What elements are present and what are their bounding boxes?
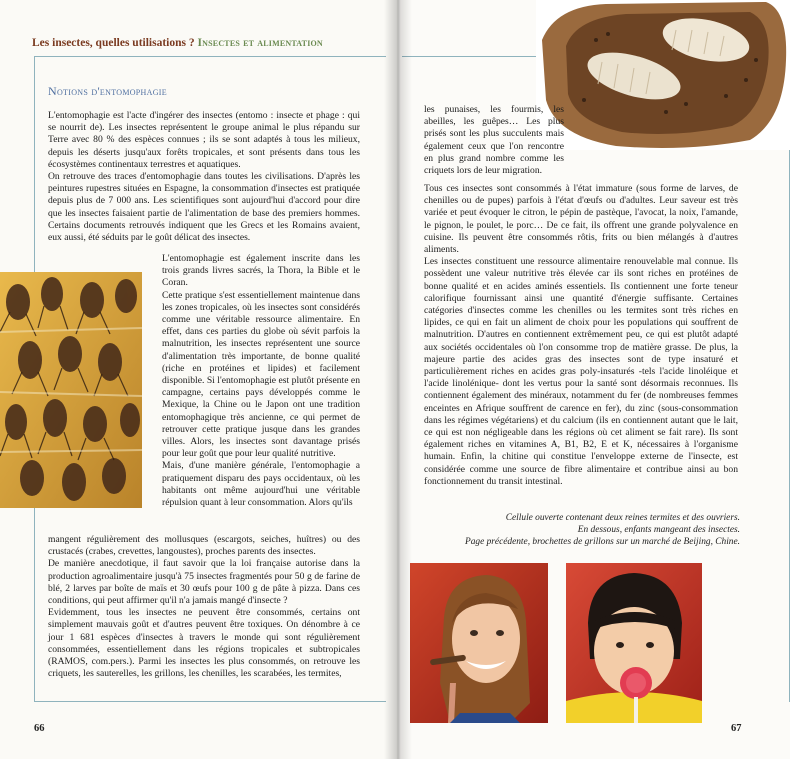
left-text-middle <box>162 253 360 509</box>
paragraph: On retrouve des traces d'entomophagie dans toutes les civilisations. D'après les peintures rupestres situées en Espagne, la consommation d'insectes est pratiquée depuis plus de 7 000 ans. Les scientifiques sont aujourd'hui d'accord pour dire que les insectes faisaient partie de l'alimentation de base des premiers hommes. Certains documents retrouvés indiquent que les Grecs et les Romains avaient, eux aussi, été séduits par le goût délicat des insectes. <box>48 171 360 244</box>
paragraph: Les insectes constituent une ressource alimentaire renouvelable mal connue. Ils possèdent une valeur nutritive très élevée car ils sont riches en protéines de bonne qualité et en acides aminés essentiels. Ils contiennent une forte teneur calorifique fournissant ainsi une quantité d'énergie suffisante. Certaines catégories d'insectes comme les chenilles ou les termites sont très riches en lipides, ce qui en fait un aliment de choix pour les populations qui souffrent de malnutrition. D'autres en contiennent extrêmement peu, ce qui est plutôt adapté aux sociétés occidentales où l'on consomme trop de matière grasse. De plus, la majeure partie des acides gras des insectes sont de type insaturé et particulièrement riches en acides gras poly-insaturés -tels l'acide linoléique et l'acide linolénique- dont les vertus pour la santé sont désormais reconnues. Ils contiennent également des minéraux, notamment du fer (de nombreuses femmes enceintes en Afrique souffrent de carence en fer), du zinc (sous-consommation dans les régimes végétariens) et du calcium (ils en contiennent autant que le lait, ce qui est non négligeable dans les régions où cet aliment se fait rare). Ils sont également riches en vitamines A, B1, B2, E et K, nécessaires à l'organisme humain. Enfin, la chitine qui constitue l'enveloppe externe de l'insecte, est considérée comme une source de fibre alimentaire et contribue ainsi au bon fonctionnement du transit intestinal. <box>424 256 738 487</box>
termite-queens-photo <box>536 0 790 150</box>
running-head-section: Insectes et alimentation <box>197 37 323 49</box>
right-text-top: les punaises, les fourmis, les abeilles, les guêpes… Les plus prisés sont les plus succulents mais également ceux que l'on rencontre en plus grand nombre comme les criquets lors de leur migration. <box>424 104 564 177</box>
running-head <box>32 37 323 49</box>
right-text-main <box>424 183 738 488</box>
caption-line: Cellule ouverte contenant deux reines termites et des ouvriers. <box>505 513 740 523</box>
girl-photo-graphic <box>410 563 548 723</box>
section-title: Notions d'entomophagie <box>48 84 167 98</box>
page-number-left: 66 <box>34 723 45 734</box>
paragraph: L'entomophagie est l'acte d'ingérer des insectes (entomo : insecte et phage : qui se nourrit de). Les insectes représentent le groupe animal le plus répandu sur Terre avec 80 % des espèces connues ; ils se sont adaptés à tous les milieux, depuis les déserts jusqu'aux forêts tropicales, et sont présents dans tous les écosystèmes continentaux terrestres et aquatiques. <box>48 110 360 170</box>
caption-line: Page précédente, brochettes de grillons sur un marché de Beijing, Chine. <box>464 537 740 547</box>
girl-eating-insect-photo <box>410 563 548 723</box>
cricket-photo-graphic <box>0 272 142 508</box>
cricket-skewers-photo <box>0 272 142 508</box>
caption-line: En dessous, enfants mangeant des insectes. <box>577 525 740 535</box>
termite-cell-graphic <box>536 0 790 150</box>
paragraph: Tous ces insectes sont consommés à l'état immature (sous forme de larves, de chenilles ou de pupes) parfois à l'état d'œufs ou d'adultes. Leur saveur est très variée et peut évoquer le citron, le pépin de pastèque, l'avocat, la noix, l'amande, le pignon, le poulet, le porc… De ce fait, ils offrent une grande polyvalence en cuisine. Ils peuvent être consommés rôtis, frits ou bien mélangés à d'autres aliments. <box>424 183 738 256</box>
child-with-lollipop-photo <box>566 563 702 723</box>
book-gutter <box>384 0 412 759</box>
paragraph: Evidemment, tous les insectes ne peuvent être consommés, certains ont simplement mauvais goût et d'autres peuvent être toxiques. On dénombre à ce jour 1 681 espèces d'insectes à travers le monde qui sont régulièrement consommées, essentiellement dans les régions tropicales et subtropicales (RAMOS, com.pers.). Parmi les insectes les plus consommés, on retrouve les criquets, les sauterelles, les grillons, les chenilles, les scarabées, les termites, <box>48 607 360 680</box>
paragraph: mangent régulièrement des mollusques (escargots, seiches, huîtres) ou des crustacés (crabes, crevettes, langoustes), proches parents des insectes. <box>48 534 360 558</box>
page-number-right: 67 <box>731 723 742 734</box>
photo-caption <box>440 512 740 548</box>
left-text-bottom <box>48 534 360 680</box>
paragraph: Cette pratique s'est essentiellement maintenue dans les zones tropicales, où les insectes sont considérés comme une véritable ressource alimentaire. En effet, dans ces parties du globe où sévit parfois la malnutrition, les insectes représentent une source d'alimentation très importante, de bonne qualité (riche en protéines et lipides) et facilement disponible. Si l'entomophagie est plutôt présente en campagne, certains pays développés comme le Mexique, la Chine ou le Japon ont une tradition entomophagique très ancienne, ce qui permet de retrouver cette pratique jusque dans les grandes villes. Alors, les insectes sont davantage prisés pour leur goût que pour leur qualité nutritive. <box>162 289 360 460</box>
running-head-chapter: Les insectes, quelles utilisations ? <box>32 37 195 49</box>
child-photo-graphic <box>566 563 702 723</box>
paragraph: Mais, d'une manière générale, l'entomophagie a pratiquement disparu des pays occidentaux, où les habitants ont même aujourd'hui une véritable répulsion quant à leur consommation. Alors qu'ils <box>162 460 360 509</box>
paragraph: L'entomophagie est également inscrite dans les trois grands livres sacrés, la Thora, la Bible et le Coran. <box>162 253 360 289</box>
paragraph: De manière anecdotique, il faut savoir que la loi française autorise dans la production agroalimentaire jusqu'à 75 insectes fragmentés pour 50 g de farine de blé, 2 larves par boîte de maïs et 30 œufs pour 100 g de pâte à pizza. Dans ces conditions, qui peut affirmer qu'il n'a jamais mangé d'insecte ? <box>48 558 360 607</box>
left-text-top <box>48 110 360 244</box>
